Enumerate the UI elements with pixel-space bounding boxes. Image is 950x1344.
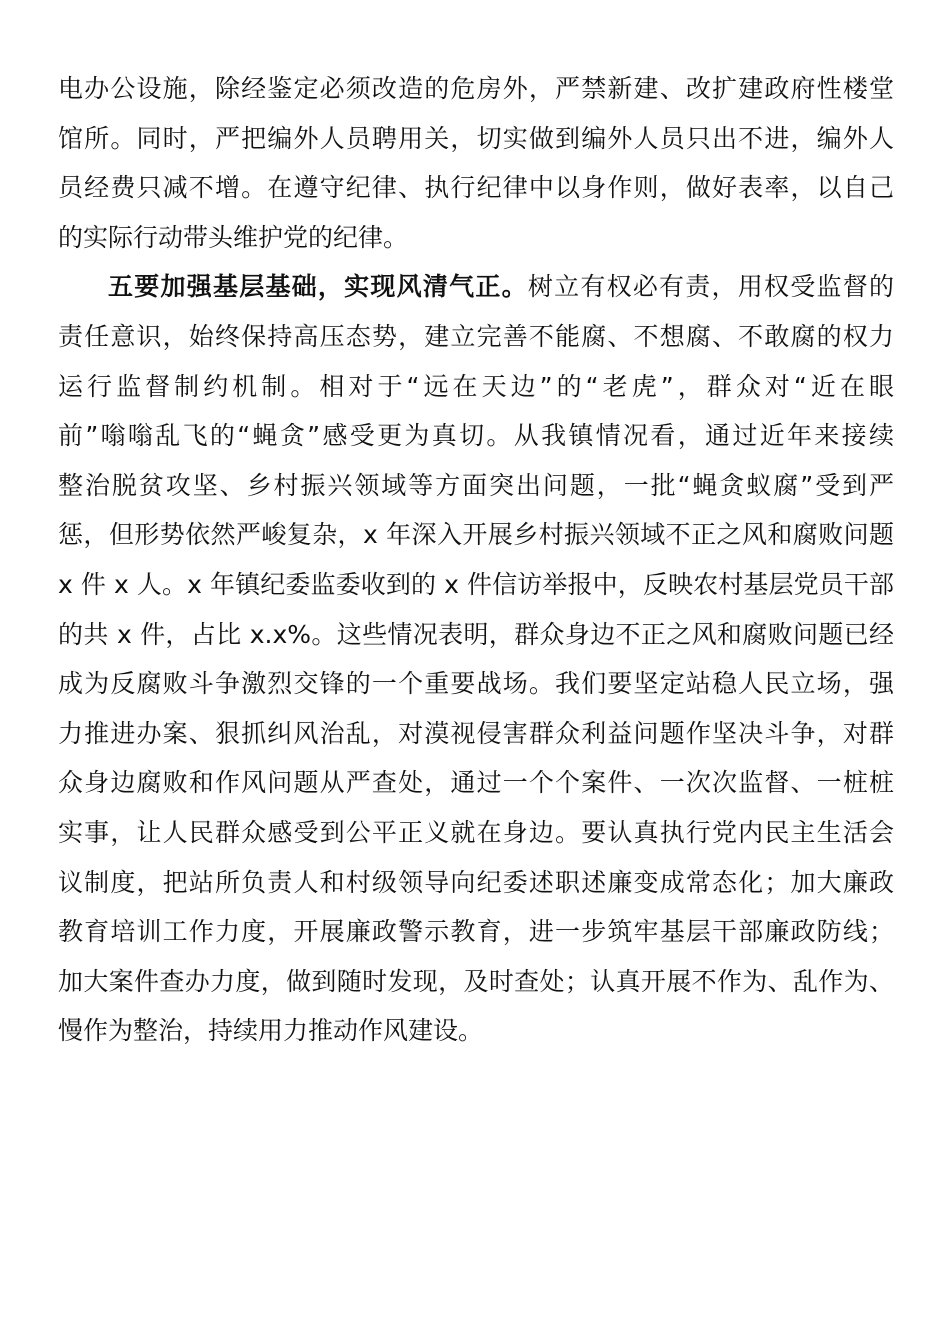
section-heading: 五要加强基层基础，实现风清气正。 bbox=[108, 272, 528, 302]
text-line: 惩，但形势依然严峻复杂，x 年深入开展乡村振兴领域不正之风和腐败问题 bbox=[58, 520, 894, 550]
text-line: 教育培训工作力度，开展廉政警示教育，进一步筑牢基层干部廉政防线； bbox=[58, 917, 894, 947]
text-line: 众身边腐败和作风问题从严查处，通过一个个案件、一次次监督、一桩桩 bbox=[58, 768, 894, 798]
text-run: 树立有权必有责，用权受监督的 bbox=[527, 272, 894, 302]
paragraph-grassroots bbox=[58, 262, 894, 1056]
document-page bbox=[58, 64, 894, 1056]
text-line: 力推进办案、狠抓纠风治乱，对漠视侵害群众利益问题作坚决斗争，对群 bbox=[58, 718, 894, 748]
text-line: 的共 x 件，占比 x.x%。这些情况表明，群众身边不正之风和腐败问题已经 bbox=[58, 619, 894, 649]
text-line: 前”嗡嗡乱飞的“蝇贪”感受更为真切。从我镇情况看，通过近年来接续 bbox=[58, 421, 894, 451]
text-line: 整治脱贫攻坚、乡村振兴领域等方面突出问题，一批“蝇贪蚁腐”受到严 bbox=[58, 470, 894, 500]
text-line: 实事，让人民群众感受到公平正义就在身边。要认真执行党内民主生活会 bbox=[58, 817, 894, 847]
text-line: 员经费只减不增。在遵守纪律、执行纪律中以身作则，做好表率，以自己 bbox=[58, 173, 894, 203]
text-line: 运行监督制约机制。相对于“远在天边”的“老虎”，群众对“近在眼 bbox=[58, 371, 894, 401]
text-line: 加大案件查办力度，做到随时发现，及时查处；认真开展不作为、乱作为、 bbox=[58, 966, 894, 996]
text-line: x 件 x 人。x 年镇纪委监委收到的 x 件信访举报中，反映农村基层党员干部 bbox=[58, 569, 894, 599]
paragraph-first-line bbox=[58, 262, 894, 312]
text-line: 成为反腐败斗争激烈交锋的一个重要战场。我们要坚定站稳人民立场，强 bbox=[58, 669, 894, 699]
text-line: 慢作为整治，持续用力推动作风建设。 bbox=[58, 1016, 484, 1046]
text-line: 馆所。同时，严把编外人员聘用关，切实做到编外人员只出不进，编外人 bbox=[58, 123, 894, 153]
text-line: 议制度，把站所负责人和村级领导向纪委述职述廉变成常态化；加大廉政 bbox=[58, 867, 894, 897]
paragraph-discipline bbox=[58, 64, 894, 262]
text-line: 的实际行动带头维护党的纪律。 bbox=[58, 222, 409, 252]
text-line: 电办公设施，除经鉴定必须改造的危房外，严禁新建、改扩建政府性楼堂 bbox=[58, 74, 894, 103]
text-line: 责任意识，始终保持高压态势，建立完善不能腐、不想腐、不敢腐的权力 bbox=[58, 321, 894, 351]
